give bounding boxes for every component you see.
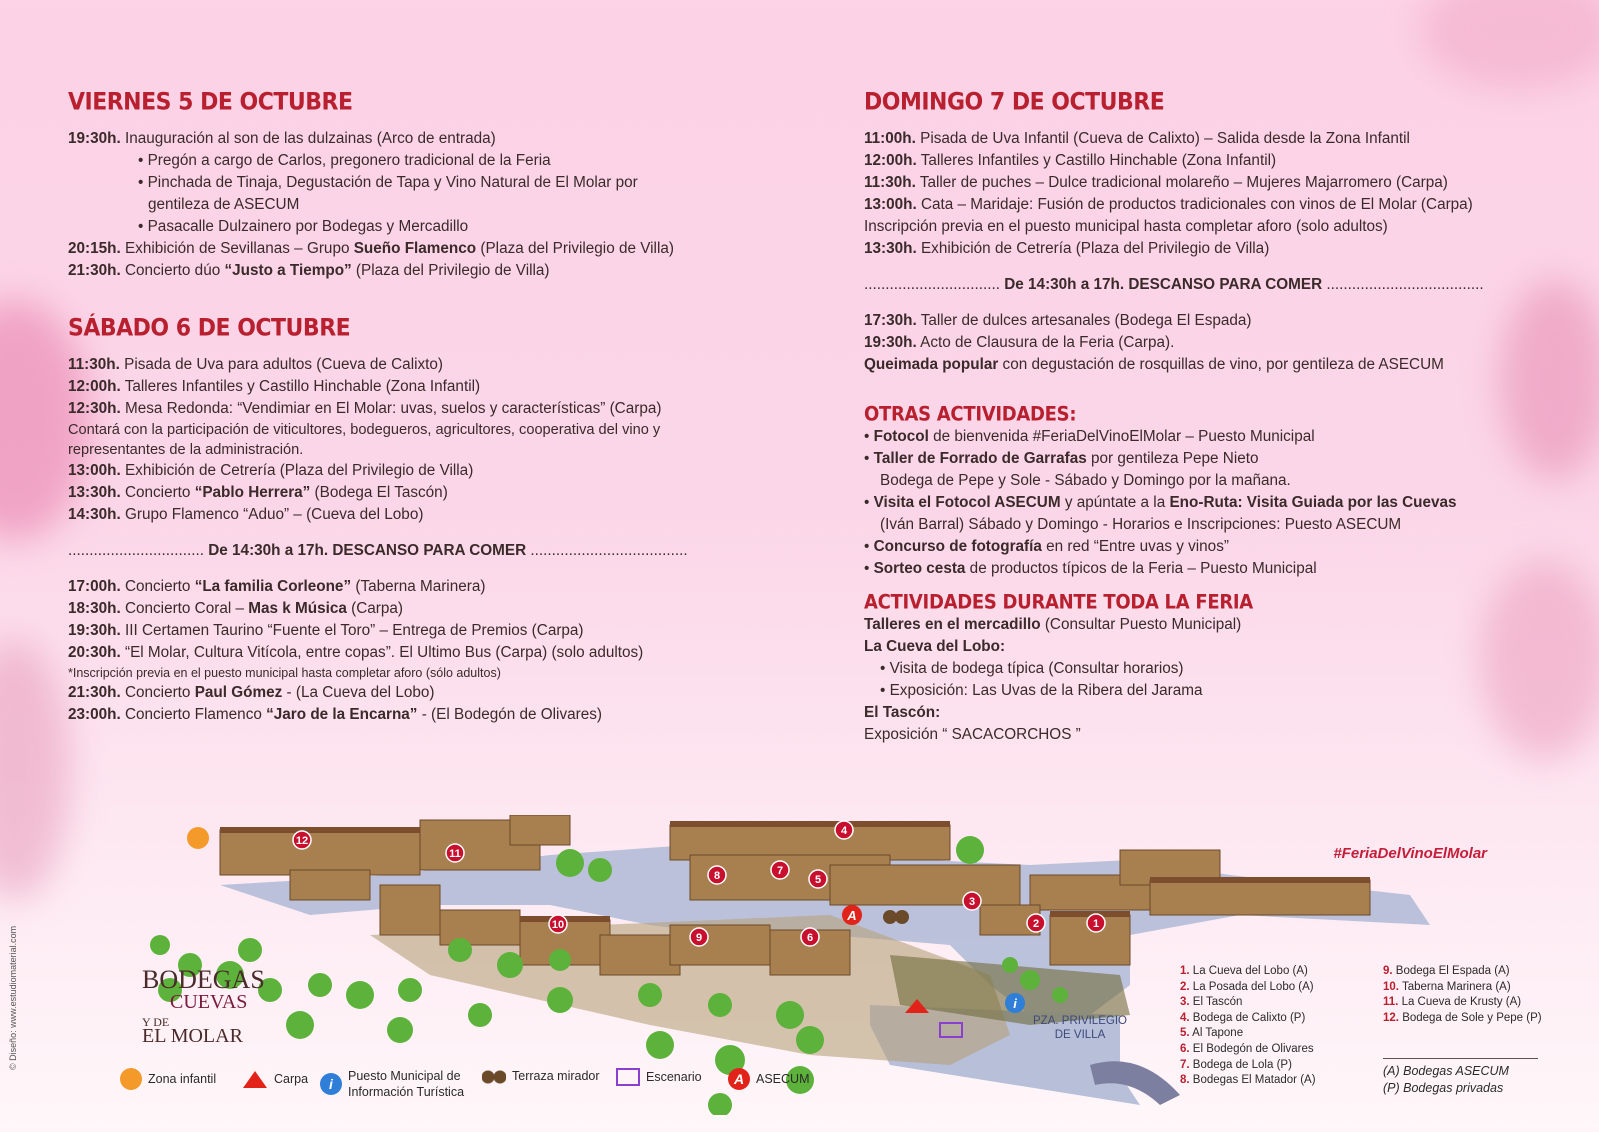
svg-text:11: 11	[449, 848, 461, 860]
viernes-bullet: • Pregón a cargo de Carlos, pregonero tradicional de la Feria	[138, 152, 551, 169]
svg-text:7: 7	[776, 865, 784, 877]
viernes-bullet: • Pasacalle Dulzainero por Bodegas y Mercadillo	[138, 218, 469, 235]
map-marker	[1087, 914, 1105, 932]
viernes-item: 19:30h. Inauguración al son de las dulzainas (Arco de entrada)	[68, 130, 496, 147]
viernes-title: VIERNES 5 DE OCTUBRE	[68, 88, 353, 117]
map-marker	[963, 892, 981, 910]
binoculars-icon	[482, 1068, 506, 1084]
domingo-item: 13:00h. Cata – Maridaje: Fusión de productos tradicionales con vinos de El Molar (Carpa)	[864, 196, 1473, 213]
list-item: 12. Bodega de Sole y Pepe (P)	[1383, 1011, 1542, 1024]
list-item: 11. La Cueva de Krusty (A)	[1383, 996, 1522, 1009]
info-icon	[1005, 993, 1025, 1013]
toda-heading: El Tascón:	[864, 704, 941, 721]
legend-carpa: Carpa	[242, 1068, 308, 1090]
list-divider	[1383, 1058, 1538, 1059]
viernes-bullet: • Pinchada de Tinaja, Degustación de Tapa y Vino Natural de El Molar por	[138, 174, 638, 191]
svg-text:1: 1	[1092, 918, 1100, 930]
svg-text:BODEGAS: BODEGAS	[142, 965, 265, 994]
toda-item: • Exposición: Las Uvas de la Ribera del Jarama	[880, 682, 1203, 699]
otras-item: • Concurso de fotografía en red “Entre uvas y vinos”	[864, 538, 1229, 555]
legend-zona-infantil: Zona infantil	[120, 1068, 216, 1090]
list-item: 10. Taberna Marinera (A)	[1383, 980, 1511, 993]
sabado-item: 14:30h. Grupo Flamenco “Aduo” – (Cueva del Lobo)	[68, 506, 424, 523]
sabado-note: *Inscripción previa en el puesto municipal hasta completar aforo (sólo adultos)	[68, 666, 501, 680]
otras-item: • Visita el Fotocol ASECUM y apúntate a la Eno-Ruta: Visita Guiada por las Cuevas	[864, 494, 1457, 511]
list-item: 4. Bodega de Calixto (P)	[1180, 1011, 1306, 1024]
otras-item-cont: Bodega de Pepe y Sole - Sábado y Domingo por la mañana.	[880, 472, 1291, 489]
domingo-title: DOMINGO 7 DE OCTUBRE	[864, 88, 1165, 117]
map-marker	[708, 866, 726, 884]
abbreviations: (A) Bodegas ASECUM (P) Bodegas privadas	[1383, 1064, 1509, 1095]
sabado-item: 18:30h. Concierto Coral – Mas k Música (Carpa)	[68, 600, 403, 617]
tent-icon	[242, 1068, 268, 1090]
toda-item: • Visita de bodega típica (Consultar horarios)	[880, 660, 1184, 677]
domingo-item: 12:00h. Talleres Infantiles y Castillo Hinchable (Zona Infantil)	[864, 152, 1277, 169]
otras-item: • Fotocol de bienvenida #FeriaDelVinoElMolar – Puesto Municipal	[864, 428, 1315, 445]
sabado-item: 13:00h. Exhibición de Cetrería (Plaza del Privilegio de Villa)	[68, 462, 474, 479]
map-marker	[446, 844, 464, 862]
sabado-title: SÁBADO 6 DE OCTUBRE	[68, 314, 351, 343]
legend-escenario: Escenario	[616, 1068, 702, 1086]
bodegas-cuevas-logo	[140, 960, 285, 1045]
left-column	[68, 88, 768, 726]
map-marker	[801, 928, 819, 946]
toda-item: Talleres en el mercadillo (Consultar Puesto Municipal)	[864, 616, 1242, 633]
smoke-decoration	[0, 640, 70, 900]
svg-text:3: 3	[968, 896, 976, 908]
bodegas-list-a	[1180, 964, 1316, 1089]
domingo-item: Queimada popular con degustación de rosquillas de vino, por gentileza de ASECUM	[864, 356, 1444, 373]
list-item: 2. La Posada del Lobo (A)	[1180, 980, 1314, 993]
svg-text:8: 8	[713, 870, 721, 882]
design-credit: © Diseño: www.estudiomaterial.com	[8, 925, 18, 1070]
svg-text:i: i	[1013, 996, 1017, 1011]
sabado-item: 11:30h. Pisada de Uva para adultos (Cueva de Calixto)	[68, 356, 443, 373]
svg-text:9: 9	[695, 932, 703, 944]
sabado-item: 12:00h. Talleres Infantiles y Castillo Hinchable (Zona Infantil)	[68, 378, 481, 395]
legend-terraza: Terraza mirador	[482, 1068, 600, 1084]
sabado-item: 21:30h. Concierto Paul Gómez - (La Cueva del Lobo)	[68, 684, 435, 701]
svg-text:6: 6	[806, 932, 814, 944]
smiley-icon	[120, 1068, 142, 1090]
sabado-break: ................................ De 14:30h a 17h. DESCANSO PARA COMER .....................................	[68, 542, 688, 559]
toda-title: ACTIVIDADES DURANTE TODA LA FERIA	[864, 590, 1253, 614]
legend-puesto: i Puesto Municipal de Información Turística	[320, 1068, 464, 1100]
viernes-bullet-cont: gentileza de ASECUM	[148, 196, 300, 213]
svg-text:CUEVAS: CUEVAS	[170, 991, 248, 1013]
zona-infantil-icon	[187, 827, 209, 849]
list-item: 5. Al Tapone	[1180, 1027, 1244, 1040]
sabado-item: 13:30h. Concierto “Pablo Herrera” (Bodega El Tascón)	[68, 484, 448, 501]
smoke-decoration	[1420, 0, 1599, 90]
domingo-item: 13:30h. Exhibición de Cetrería (Plaza del Privilegio de Villa)	[864, 240, 1270, 257]
domingo-item: 17:30h. Taller de dulces artesanales (Bodega El Espada)	[864, 312, 1252, 329]
otras-title: OTRAS ACTIVIDADES:	[864, 402, 1077, 426]
list-item: 6. El Bodegón de Olivares	[1180, 1042, 1314, 1055]
list-item: 8. Bodegas El Matador (A)	[1180, 1074, 1316, 1087]
svg-text:2: 2	[1032, 918, 1040, 930]
sabado-item: 19:30h. III Certamen Taurino “Fuente el Toro” – Entrega de Premios (Carpa)	[68, 622, 584, 639]
map-marker	[835, 821, 853, 839]
domingo-item: 11:00h. Pisada de Uva Infantil (Cueva de Calixto) – Salida desde la Zona Infantil	[864, 130, 1410, 147]
bodegas-list-b	[1383, 964, 1542, 1026]
sabado-item: 17:00h. Concierto “La familia Corleone” (Taberna Marinera)	[68, 578, 486, 595]
hashtag: #FeriaDelVinoElMolar	[1333, 845, 1487, 862]
domingo-item: 19:30h. Acto de Clausura de la Feria (Carpa).	[864, 334, 1175, 351]
asecum-icon	[842, 905, 862, 925]
domingo-item: 11:30h. Taller de puches – Dulce tradicional molareño – Mujeres Majarromero (Carpa)	[864, 174, 1448, 191]
svg-text:4: 4	[840, 825, 848, 837]
map-marker	[1027, 914, 1045, 932]
svg-text:Y DE: Y DE	[142, 1015, 170, 1029]
toda-heading: La Cueva del Lobo:	[864, 638, 1006, 655]
otras-item: • Taller de Forrado de Garrafas por gentileza Pepe Nieto	[864, 450, 1259, 467]
svg-text:5: 5	[814, 874, 822, 886]
right-column	[864, 88, 1564, 746]
asecum-icon: A	[728, 1068, 750, 1090]
map-marker	[809, 870, 827, 888]
domingo-note: Inscripción previa en el puesto municipal hasta completar aforo (solo adultos)	[864, 218, 1388, 235]
svg-text:EL MOLAR: EL MOLAR	[142, 1025, 243, 1045]
sabado-note: Contará con la participación de viticultores, bodegueros, agricultores, cooperativa del vino y representantes de la administración.	[68, 422, 661, 458]
viernes-item: 20:15h. Exhibición de Sevillanas – Grupo Sueño Flamenco (Plaza del Privilegio de Villa)	[68, 240, 674, 257]
list-item: 1. La Cueva del Lobo (A)	[1180, 965, 1308, 977]
toda-item: Exposición “ SACACORCHOS ”	[864, 726, 1081, 743]
stage-icon	[616, 1068, 640, 1086]
plaza-label: DE VILLA	[1054, 1029, 1106, 1041]
sabado-item: 20:30h. “El Molar, Cultura Vitícola, entre copas”. El Ultimo Bus (Carpa) (solo adultos)	[68, 644, 644, 661]
info-icon: i	[320, 1073, 342, 1095]
map-marker	[293, 831, 311, 849]
list-item: 9. Bodega El Espada (A)	[1383, 965, 1510, 977]
otras-item: • Sorteo cesta de productos típicos de la Feria – Puesto Municipal	[864, 560, 1317, 577]
viernes-item: 21:30h. Concierto dúo “Justo a Tiempo” (Plaza del Privilegio de Villa)	[68, 262, 550, 279]
legend-asecum: A ASECUM	[728, 1068, 809, 1090]
svg-text:10: 10	[551, 919, 565, 931]
list-item: 7. Bodega de Lola (P)	[1180, 1058, 1292, 1071]
plaza-label: PZA. PRIVILEGIO	[1033, 1015, 1127, 1027]
domingo-break: ................................ De 14:30h a 17h. DESCANSO PARA COMER .....................................	[864, 276, 1484, 293]
svg-text:12: 12	[295, 835, 309, 847]
sabado-item: 12:30h. Mesa Redonda: “Vendimiar en El Molar: uvas, suelos y características” (Carpa)	[68, 400, 662, 417]
sabado-item: 23:00h. Concierto Flamenco “Jaro de la Encarna” - (El Bodegón de Olivares)	[68, 706, 602, 723]
list-item: 3. El Tascón	[1180, 996, 1243, 1009]
svg-text:A: A	[847, 908, 857, 923]
otras-item-cont: (Iván Barral) Sábado y Domingo - Horarios e Inscripciones: Puesto ASECUM	[880, 516, 1402, 533]
map-marker	[690, 928, 708, 946]
map-marker	[771, 861, 789, 879]
map-marker	[549, 915, 567, 933]
